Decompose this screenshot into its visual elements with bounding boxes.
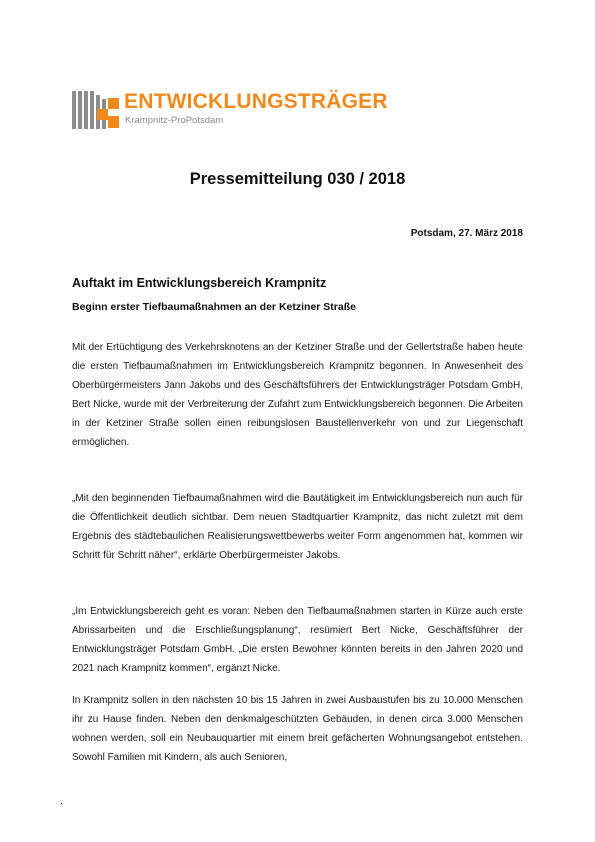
- press-date: Potsdam, 27. März 2018: [410, 228, 523, 239]
- logo-subtitle: Krampnitz-ProPotsdam: [125, 115, 224, 126]
- headline: Auftakt im Entwicklungsbereich Krampnitz: [72, 276, 327, 290]
- paragraph-1: Mit der Ertüchtigung des Verkehrsknotens an der Ketziner Straße und der Gellertstraße haben heute die ersten Tiefbaumaßnahmen im Entwicklungsbereich Krampnitz begonnen. In Anwesenheit des Oberbürgermeisters Jann Jakobs und des Geschäftsführers der Entwicklungsträger Potsdam GmbH, Bert Nicke, wurde mit der Verbreiterung der Zufahrt zum Entwicklungsbereich begonnen. Die Arbeiten in der Ketziner Straße sollen einen reibungslosen Baustellenverkehr von und zur Liegenschaft ermöglichen.: [72, 342, 523, 448]
- subheadline: Beginn erster Tiefbaumaßnahmen an der Ketziner Straße: [72, 301, 356, 313]
- footer-mark: .: [60, 796, 63, 807]
- page-title: Pressemitteilung 030 / 2018: [189, 170, 406, 188]
- logo: [72, 89, 392, 133]
- logo-mark-icon: [72, 89, 120, 129]
- paragraph-2: „Mit den beginnenden Tiefbaumaßnahmen wird die Bautätigkeit im Entwicklungsbereich nun auch für die Öffentlichkeit deutlich sichtbar. Dem neuen Stadtquartier Krampnitz, das nicht zuletzt mit dem Ergebnis des städtebaulichen Realisierungswettbewerbs weiter Form angenommen hat, kommen wir Schritt für Schritt näher“, erklärte Oberbürgermeister Jakobs.: [72, 493, 523, 561]
- logo-wordmark: ENTWICKLUNGSTRÄGER: [124, 90, 388, 113]
- paragraph-3: „Im Entwicklungsbereich geht es voran: Neben den Tiefbaumaßnahmen starten in Kürze auch erste Abrissarbeiten und die Erschließungsplanung“, resümiert Bert Nicke, Geschäftsführer der Entwicklungsträger Potsdam GmbH. „Die ersten Bewohner könnten bereits in den Jahren 2020 und 2021 nach Krampnitz kommen“, ergänzt Nicke.: [72, 606, 523, 674]
- paragraph-4: In Krampnitz sollen in den nächsten 10 bis 15 Jahren in zwei Ausbaustufen bis zu 10.000 Menschen ihr zu Hause finden. Neben den denkmalgeschützten Gebäuden, in denen circa 3.000 Menschen wohnen werden, soll ein Neubauquartier mit einem breit gefächerten Wohnungsangebot entstehen. Sowohl Familien mit Kindern, als auch Senioren,: [72, 695, 523, 763]
